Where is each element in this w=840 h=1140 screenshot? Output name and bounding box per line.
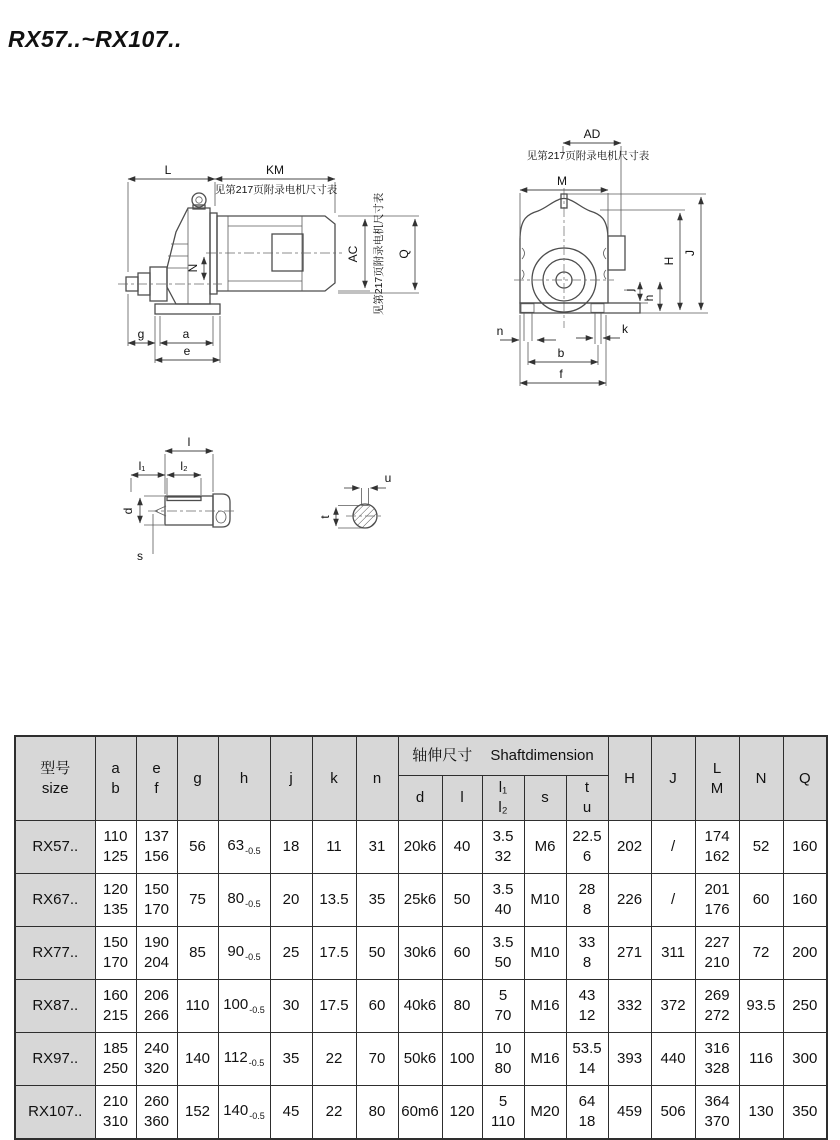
dim-label-N: N [186,263,200,273]
dim-label-l: l [187,435,191,449]
cell-N: 130 [739,1086,783,1139]
dim-label-KM: KM [266,163,284,177]
cell-l1l2: 3.5 50 [482,927,524,980]
cell-Q: 250 [783,980,827,1033]
cell-d: 40k6 [398,980,442,1033]
cell-Q: 300 [783,1033,827,1086]
header-model: 型号 size [15,736,95,821]
dim-label-b: b [557,346,565,360]
cell-s: M10 [524,927,566,980]
dim-label-t: t [318,515,332,519]
table-row [15,1033,827,1086]
cell-H: 271 [608,927,651,980]
header-LM: L M [695,736,739,821]
table-row [15,980,827,1033]
cell-h: $112_{-0.5}$ [218,1033,270,1086]
cell-ab: 120 135 [95,874,136,927]
cell-l: 100 [442,1033,482,1086]
cell-g: 56 [177,821,218,874]
header-g: g [177,736,218,821]
header-h: h [218,736,270,821]
cell-k: 17.5 [312,980,356,1033]
table-row [15,821,827,874]
dim-label-s: s [137,549,143,563]
cell-h: $100_{-0.5}$ [218,980,270,1033]
cell-H: 459 [608,1086,651,1139]
header-d: d [398,776,442,821]
cell-s: M16 [524,980,566,1033]
header-ef: e f [136,736,177,821]
cell-k: 22 [312,1086,356,1139]
header-j: j [270,736,312,821]
header-ab: a b [95,736,136,821]
cell-l: 60 [442,927,482,980]
header-l1l2: l₁ l₂ [482,776,524,821]
header-H: H [608,736,651,821]
cell-n: 80 [356,1086,398,1139]
cell-h: $63_{-0.5}$ [218,821,270,874]
motor-note-side: 见第217页附录电机尺寸表 [214,184,338,196]
cell-j: 35 [270,1033,312,1086]
dim-label-g: g [137,327,145,341]
cell-j: 20 [270,874,312,927]
cell-LM: 316 328 [695,1033,739,1086]
cell-j: 45 [270,1086,312,1139]
cell-H: 202 [608,821,651,874]
cell-l1l2: 5 70 [482,980,524,1033]
dim-label-e: e [183,344,191,358]
cell-l1l2: 3.5 32 [482,821,524,874]
cell-g: 140 [177,1033,218,1086]
cell-n: 35 [356,874,398,927]
cell-g: 85 [177,927,218,980]
dim-label-AC: AC [346,245,360,263]
table-row [15,927,827,980]
shaft-detail-drawing [118,418,418,588]
cell-ef: 260 360 [136,1086,177,1139]
cell-model: RX87.. [15,980,95,1033]
cell-s: M16 [524,1033,566,1086]
cell-tu: 43 12 [566,980,608,1033]
cell-g: 152 [177,1086,218,1139]
cell-n: 50 [356,927,398,980]
cell-model: RX107.. [15,1086,95,1139]
cell-Q: 160 [783,874,827,927]
header-k: k [312,736,356,821]
cell-model: RX97.. [15,1033,95,1086]
cell-J: / [651,821,695,874]
cell-j: 25 [270,927,312,980]
cell-Q: 350 [783,1086,827,1139]
cell-ef: 150 170 [136,874,177,927]
cell-ef: 137 156 [136,821,177,874]
cell-k: 22 [312,1033,356,1086]
cell-ab: 160 215 [95,980,136,1033]
cell-s: M20 [524,1086,566,1139]
cell-ab: 150 170 [95,927,136,980]
dim-label-j: j [622,288,636,292]
table-row [15,1086,827,1139]
dim-label-J: J [683,250,697,256]
cell-k: 11 [312,821,356,874]
cell-tu: 22.5 6 [566,821,608,874]
cell-LM: 269 272 [695,980,739,1033]
cell-H: 226 [608,874,651,927]
cell-ef: 240 320 [136,1033,177,1086]
cell-s: M6 [524,821,566,874]
cell-ef: 206 266 [136,980,177,1033]
cell-k: 17.5 [312,927,356,980]
dim-label-n: n [496,324,504,338]
dim-label-f: f [559,367,563,381]
cell-g: 75 [177,874,218,927]
cell-model: RX77.. [15,927,95,980]
dim-label-L: L [164,163,172,177]
motor-note-front: 见第217页附录电机尺寸表 [526,150,650,162]
cell-N: 93.5 [739,980,783,1033]
cell-ef: 190 204 [136,927,177,980]
cell-h: $80_{-0.5}$ [218,874,270,927]
cell-LM: 364 370 [695,1086,739,1139]
header-J: J [651,736,695,821]
dim-label-h: h [642,294,656,302]
cell-LM: 174 162 [695,821,739,874]
dim-label-u: u [384,471,392,485]
dim-label-a: a [182,327,190,341]
table-row [15,874,827,927]
cell-n: 70 [356,1033,398,1086]
cell-model: RX67.. [15,874,95,927]
header-N: N [739,736,783,821]
cell-l: 120 [442,1086,482,1139]
dimension-table [14,735,828,1140]
cell-J: / [651,874,695,927]
cell-N: 60 [739,874,783,927]
cell-l: 80 [442,980,482,1033]
dim-label-M: M [557,174,567,188]
cell-Q: 200 [783,927,827,980]
cell-s: M10 [524,874,566,927]
cell-model: RX57.. [15,821,95,874]
cell-d: 20k6 [398,821,442,874]
cell-N: 72 [739,927,783,980]
dim-label-Q: Q [397,249,411,259]
cell-LM: 227 210 [695,927,739,980]
dim-label-d: d [121,507,135,515]
cell-g: 110 [177,980,218,1033]
dim-label-k: k [622,322,628,336]
cell-Q: 160 [783,821,827,874]
cell-J: 372 [651,980,695,1033]
cell-l1l2: 5 110 [482,1086,524,1139]
cell-d: 25k6 [398,874,442,927]
cell-H: 332 [608,980,651,1033]
cell-j: 30 [270,980,312,1033]
cell-d: 60m6 [398,1086,442,1139]
dim-label-l2: l₂ [180,459,188,473]
cell-tu: 33 8 [566,927,608,980]
cell-d: 50k6 [398,1033,442,1086]
cell-h: $140_{-0.5}$ [218,1086,270,1139]
cell-l: 50 [442,874,482,927]
header-shaft-dimension: 轴伸尺寸 Shaftdimension [398,736,608,776]
cell-J: 311 [651,927,695,980]
header-tu: t u [566,776,608,821]
cell-tu: 64 18 [566,1086,608,1139]
cell-h: $90_{-0.5}$ [218,927,270,980]
cell-n: 31 [356,821,398,874]
cell-k: 13.5 [312,874,356,927]
cell-J: 440 [651,1033,695,1086]
header-Q: Q [783,736,827,821]
cell-l1l2: 10 80 [482,1033,524,1086]
dim-label-H: H [662,256,676,266]
dim-label-AD: AD [583,128,601,141]
cell-ab: 185 250 [95,1033,136,1086]
cell-tu: 53.5 14 [566,1033,608,1086]
cell-N: 116 [739,1033,783,1086]
motor-note-side-vertical: 见第217页附录电机尺寸表 [373,192,385,316]
side-view-drawing [110,156,440,396]
cell-j: 18 [270,821,312,874]
front-view-drawing [488,128,788,400]
cell-N: 52 [739,821,783,874]
cell-l1l2: 3.5 40 [482,874,524,927]
page-title: RX57..~RX107.. [8,26,182,52]
cell-LM: 201 176 [695,874,739,927]
cell-ab: 110 125 [95,821,136,874]
cell-ab: 210 310 [95,1086,136,1139]
cell-tu: 28 8 [566,874,608,927]
table-body [15,821,827,1139]
cell-J: 506 [651,1086,695,1139]
dim-label-l1: l₁ [138,459,146,473]
cell-d: 30k6 [398,927,442,980]
header-s: s [524,776,566,821]
cell-l: 40 [442,821,482,874]
header-l: l [442,776,482,821]
header-n: n [356,736,398,821]
cell-n: 60 [356,980,398,1033]
cell-H: 393 [608,1033,651,1086]
